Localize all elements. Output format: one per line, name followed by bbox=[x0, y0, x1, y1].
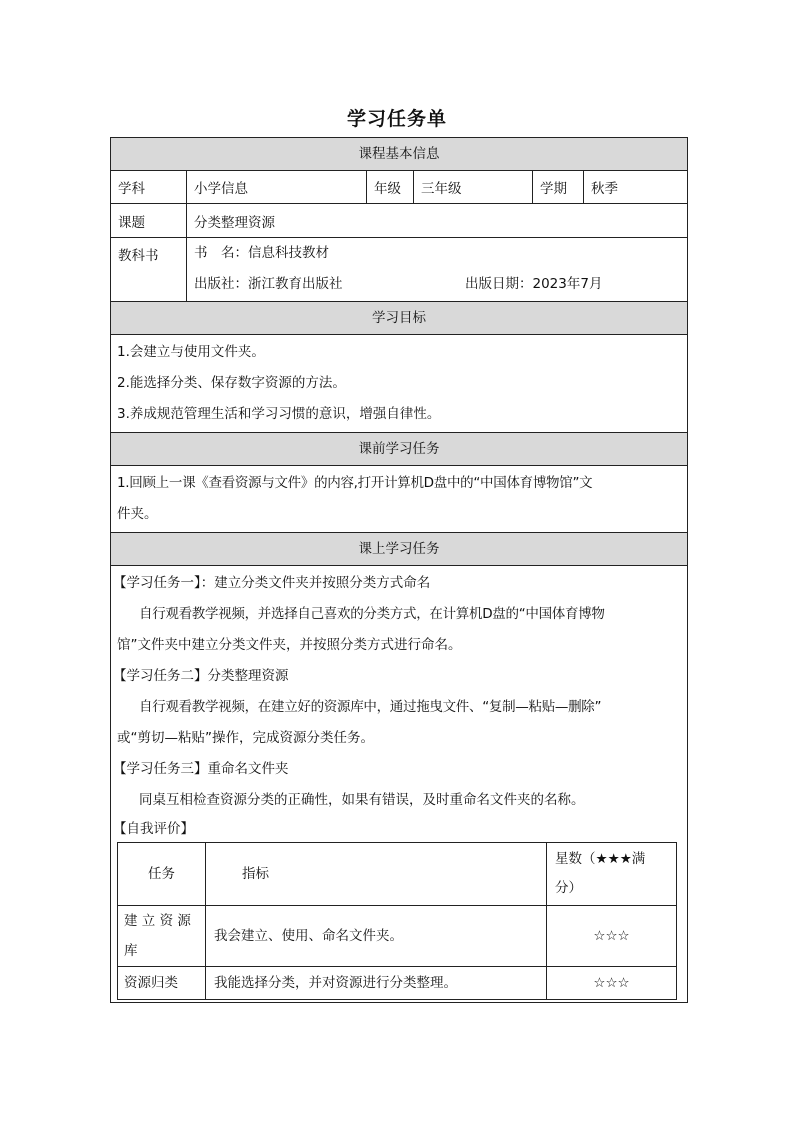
term-label: 学期 bbox=[532, 171, 583, 203]
eval-row bbox=[118, 906, 676, 967]
subject-label: 学科 bbox=[118, 181, 145, 197]
task3-text: 同桌互相检查资源分类的正确性，如果有错误，及时重命名文件夹的名称。 bbox=[139, 792, 585, 808]
eval-indicator-cell: 我会建立、使用、命名文件夹。 bbox=[205, 906, 546, 966]
section-header-in-class: 课上学习任务 bbox=[111, 533, 687, 566]
textbook-row bbox=[111, 238, 687, 302]
task1-text: 自行观看教学视频，并选择自己喜欢的分类方式，在计算机D盘的“中国体育博物 bbox=[139, 606, 605, 622]
objective-item: 2.能选择分类、保存数字资源的方法。 bbox=[117, 375, 346, 391]
eval-star-rating[interactable]: ☆☆☆ bbox=[546, 967, 676, 999]
task1-text: 馆”文件夹中建立分类文件夹，并按照分类方式进行命名。 bbox=[117, 637, 462, 653]
subject-value: 小学信息 bbox=[186, 171, 366, 203]
objective-item: 3.养成规范管理生活和学习习惯的意识，增强自律性。 bbox=[117, 406, 441, 422]
task-sheet-table bbox=[110, 137, 688, 1003]
topic-value: 分类整理资源 bbox=[186, 204, 687, 237]
grade-label: 年级 bbox=[366, 171, 413, 203]
task2-text: 自行观看教学视频，在建立好的资源库中，通过拖曳文件、“复制—粘贴—删除” bbox=[139, 699, 602, 715]
self-eval-table bbox=[117, 842, 677, 1000]
objective-item: 1.会建立与使用文件夹。 bbox=[117, 344, 265, 360]
pre-task-line: 件夹。 bbox=[117, 506, 158, 522]
topic-label: 课题 bbox=[118, 214, 145, 231]
book-name: 书 名：信息科技教材 bbox=[194, 245, 329, 261]
in-class-tasks bbox=[111, 566, 687, 1002]
eval-task-line: 建 立 资 源 bbox=[124, 913, 191, 929]
pre-class-task bbox=[111, 466, 687, 533]
publisher: 出版社：浙江教育出版社 bbox=[194, 276, 343, 292]
textbook-info bbox=[186, 238, 687, 301]
topic-row bbox=[111, 204, 687, 238]
section-header-objectives: 学习目标 bbox=[111, 302, 687, 335]
eval-task-cell: 资源归类 bbox=[124, 975, 178, 991]
section-header-basic-info: 课程基本信息 bbox=[111, 138, 687, 171]
stars-header-line: 星数（★★★满 bbox=[555, 851, 646, 867]
eval-indicator-cell: 我能选择分类，并对资源进行分类整理。 bbox=[205, 967, 546, 999]
grade-value: 三年级 bbox=[413, 171, 532, 203]
section-header-pre-class: 课前学习任务 bbox=[111, 433, 687, 466]
eval-header-row bbox=[118, 843, 676, 906]
eval-col-indicator: 指标 bbox=[205, 843, 546, 905]
eval-row bbox=[118, 967, 676, 999]
eval-col-task: 任务 bbox=[148, 866, 175, 882]
eval-task-cell bbox=[118, 906, 205, 966]
page-title: 学习任务单 bbox=[346, 108, 447, 130]
textbook-label: 教科书 bbox=[118, 248, 159, 264]
stars-header-line: 分） bbox=[555, 880, 582, 896]
eval-star-rating[interactable]: ☆☆☆ bbox=[546, 906, 676, 966]
eval-task-line: 库 bbox=[124, 943, 138, 959]
publisher-line bbox=[194, 269, 680, 300]
task3-title: 【学习任务三】重命名文件夹 bbox=[113, 761, 289, 777]
pre-task-line: 1.回顾上一课《查看资源与文件》的内容,打开计算机D盘中的“中国体育博物馆”文 bbox=[117, 475, 593, 491]
eval-col-stars bbox=[546, 843, 676, 905]
objectives-list bbox=[111, 335, 687, 433]
task2-text: 或“剪切—粘贴”操作，完成资源分类任务。 bbox=[117, 730, 374, 746]
task2-title: 【学习任务二】分类整理资源 bbox=[113, 668, 289, 684]
self-eval-title: 【自我评价】 bbox=[113, 821, 194, 837]
publication-date: 出版日期：2023年7月 bbox=[465, 276, 603, 292]
task1-title: 【学习任务一】：建立分类文件夹并按照分类方式命名 bbox=[113, 575, 431, 591]
subject-row bbox=[111, 171, 687, 204]
term-value: 秋季 bbox=[583, 171, 687, 203]
